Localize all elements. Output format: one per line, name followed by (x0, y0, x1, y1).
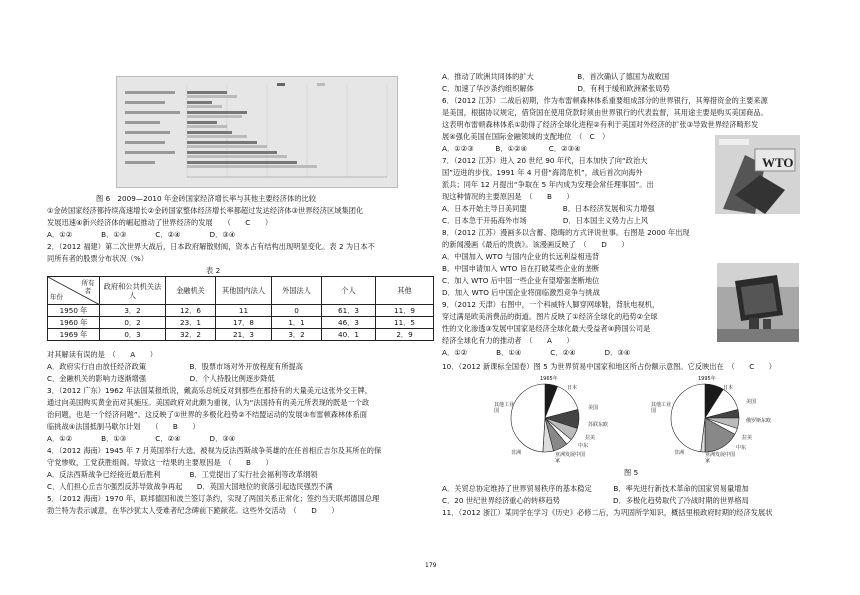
question-1-options-text-2: 发展迅速④新兴经济体的崛起推动了世界经济的发展 （ C ） (47, 218, 273, 227)
wto-cartoon-graphic (715, 135, 800, 214)
question-9-stem-3: 性的文化渗透③发展中国家是经济全球化最大受益者④跨国公司是 (442, 324, 651, 333)
question-5-options-ab: A．推动了欧洲共同体的扩大 B．首次确认了德国为战败国 (442, 72, 670, 81)
question-7-prompt: 现这种情况的主要原因是 （ B ） (442, 192, 574, 201)
pie-1995-label-asia: 亚洲发展中国家 (705, 452, 736, 464)
question-10-options-cd: C．20 世纪世界经济重心的转移趋势 D．多极化趋势取代了冷战时期的世界格局 (442, 496, 749, 505)
question-2-stem: 2．（2012 福建）第二次世界大战后，日本政府解散财阀，资本占有结构出现明显变化。表 2 为日本不 (47, 242, 375, 251)
pie-1965-label-asia: 亚洲发展中国家 (555, 452, 586, 464)
question-1-choices: A．①② B．①③ C．②④ D．③④ (47, 230, 236, 239)
table-corner-cell (48, 277, 100, 305)
question-9-stem: 9．（2012 天津）右图中，一个科威特人脚穿网球鞋，背驮电视机， (442, 300, 660, 309)
pie-1965-label-ussr: 苏联东欧 (588, 422, 609, 428)
question-6-stem-3: 这表明布雷顿森林体系①助得了经济全球化进程②有利于美国对外经济的扩张③导致世界经济畸形发 (442, 120, 759, 129)
table-cell: 40．1 (322, 329, 376, 341)
question-6-stem: 6．（2012 江苏）二战后初期，作为布雷顿森林体系重要组成部分的世界银行，其筹措资金的主要来源 (442, 96, 768, 105)
table-cell: 21．3 (216, 329, 272, 341)
question-7-stem: 7．（2012 江苏）进入 20 世纪 90 年代，日本加快了向“政治大 (442, 156, 648, 165)
figure-6-caption: 图 6 2009—2010 年金砖国家经济增长率与其他主要经济体的比较 (96, 194, 316, 203)
question-7-options-ab: A．日本开始主导日美同盟 B．日本经济发展和实力增强 (442, 204, 655, 213)
pie-1965-slice-7 (511, 384, 545, 452)
question-9-stem-2: 穿过满是欧美消费品的街道。图片反映了①经济全球化的趋势②全球 (442, 312, 658, 321)
pie-1965-year-label: 1965年 (540, 376, 558, 382)
pie-1965-label-africa: 非洲 (511, 450, 522, 456)
question-8-option-a: A．中国加入 WTO 与国内企业的长远利益相违背 (442, 252, 600, 261)
corner-owner-label: 所有者 (81, 279, 95, 295)
stock-distribution-table (47, 276, 434, 341)
table-row (48, 305, 434, 317)
table-header-cell: 个人 (322, 277, 376, 305)
question-6-choices: A．①②③ B．①②④ C．②③④ (442, 144, 581, 153)
table-cell: 12．6 (166, 305, 216, 317)
question-2-stem-2: 同所有者的股票分布状况（%） (47, 254, 148, 263)
question-8-stem-2: 的新闻漫画《最后的贵族》。该漫画反映了 （ D ） (442, 240, 629, 249)
question-2-options-cd: C．金融机关的影响力逐渐增强 D．个人持股比例逐步降低 (47, 374, 275, 383)
question-8-option-b: B．中国申请加入 WTO 旨在打破某些企业的垄断 (442, 264, 600, 273)
question-3-choices: A．①② B．①③ C．②④ D．③④ (47, 434, 236, 443)
question-5-stem-2: 勃兰特为表示诚意，在华沙犹太人受难者纪念碑前下跪献花。这些外交活动 （ D ） (47, 506, 339, 515)
tv-photo-graphic (717, 263, 799, 342)
pie-charts-svg (440, 370, 860, 470)
question-8-option-d: D．加入 WTO 后中国企业将面临激烈竞争与挑战 (442, 288, 600, 297)
question-2-options-ab: A．政府实行自由放任经济政策 B．股票市场对外开放程度有所提高 (47, 362, 304, 371)
question-8-stem: 8．（2012 江苏）漫画多以含蓄、隐晦的方式评说世事。右图是 2000 年出现 (442, 228, 690, 237)
table-cell: 3．2 (100, 305, 166, 317)
table-row (48, 317, 434, 329)
table-cell: 61．3 (322, 305, 376, 317)
question-9-prompt: 经济全球化有力的推动者 （ A ） (442, 336, 574, 345)
corner-year-label: 年份 (50, 293, 63, 301)
question-4-options-ab: A．反法西斯战争已经接近最后胜利 B．工党提出了实行社会福利等改革纲领 (47, 470, 318, 479)
pie-1995-label-other: 其他工业国 (651, 402, 672, 414)
table-cell: 17．8 (216, 317, 272, 329)
table-cell: 3．2 (272, 329, 322, 341)
question-4-options-cd: C．人们担心丘吉尔强烈反苏导致战争再起 D．英国大国地位的衰落引起选民强烈不满 (47, 482, 333, 491)
pie-1995-label-usa: 美国 (746, 399, 757, 405)
question-7-stem-3: 派兵；同年 12 月提出“争取在 5 年内成为安理会常任理事国”。出 (442, 180, 654, 189)
question-2-prompt: 对其解读有误的是 （ A ） (47, 350, 157, 359)
pie-1965-label-latam: 拉美 (585, 435, 596, 441)
pie-1995-year-label: 1995年 (698, 376, 716, 382)
page-number: 179 (425, 562, 437, 569)
question-7-stem-2: 国”迈进的步伐。1991 年 4 月借“海湾危机”，战后首次向海外 (442, 168, 643, 177)
question-3-stem-3: 治问题，也是一个经济问题”。这反映了①世界的多极化趋势②不结盟运动的发展③布雷顿森林体系面 (47, 410, 367, 419)
table-header-row (48, 277, 434, 305)
question-9-choices: A．①② B．①④ C．②④ D．③④ (442, 348, 631, 357)
question-1-options-text: ①金砖国家经济都持续高速增长②金砖国家整体经济增长率都超过发达经济体③世界经济区域集团化 (47, 206, 364, 215)
table-cell: 11 (216, 305, 272, 317)
figure-5-caption: 图 5 (624, 468, 639, 477)
pie-1965-label-other: 其他工业国 (494, 402, 515, 414)
pie-1965 (511, 384, 579, 452)
table-2-caption: 表 2 (206, 266, 221, 275)
table-cell: 1969 年 (48, 329, 100, 341)
question-5-stem: 5．（2012 海南）1970 年，联邦德国和波兰签订条约，实现了两国关系正常化；签约当天联邦德国总理 (47, 494, 380, 503)
table-header-cell: 政府和公共机关法人 (100, 277, 166, 305)
pie-1995-label-africa: 非洲 (674, 450, 685, 456)
question-10-stem: 10．（2012 新课标全国卷）图 5 为世界贸易中国家和地区所占份额示意图。它反映出在 （ C ） (442, 362, 776, 371)
question-7-options-cd: C．日本急于开拓海外市场 D．日本国主义势力占上风 (442, 216, 649, 225)
table-cell: 1960 年 (48, 317, 100, 329)
pie-1995-slice-7 (671, 384, 705, 452)
wto-caption-text: WTO (762, 155, 794, 170)
table-row (48, 329, 434, 341)
pie-1995-label-latam: 拉美 (742, 435, 753, 441)
table-cell: 0．2 (100, 317, 166, 329)
table-cell: 1．1 (272, 317, 322, 329)
pie-1995-label-japan: 日本 (723, 385, 734, 391)
table-header-cell: 金融机关 (166, 277, 216, 305)
table-header-cell: 外国法人 (272, 277, 322, 305)
table-cell: 1950 年 (48, 305, 100, 317)
table-cell: 11．9 (376, 305, 434, 317)
question-3-stem-4: 临挑战④法国抵制马歇尔计划 （ B ） (47, 422, 200, 431)
question-11-stem: 11．（2012 浙江）某同学在学习《历史》必修二后，为巩固所学知识，概括里根政府时期的经济发展状 (442, 508, 773, 517)
table-cell: 11．5 (376, 317, 434, 329)
pie-1995-label-russia: 俄罗斯东欧 (746, 418, 772, 424)
table-cell: 23．1 (166, 317, 216, 329)
table-cell: 0．3 (100, 329, 166, 341)
pie-1965-label-japan: 日本 (567, 385, 578, 391)
growth-rate-bar-chart-image (116, 76, 398, 188)
question-10-options-ab: A．关贸总协定维持了世界贸易秩序的基本稳定 B．率先进行新技术革命的国家贸易量增加 (442, 484, 749, 493)
kuwaiti-tv-photo (717, 263, 799, 342)
pie-1965-label-mideast: 中东 (578, 443, 589, 449)
question-8-option-c: C．加入 WTO 后中国一些企业有望增强垄断地位 (442, 276, 600, 285)
table-header-cell: 其他 (376, 277, 434, 305)
table-cell: 0 (272, 305, 322, 317)
bar-chart-graphic (117, 77, 398, 188)
table-header-cell: 其他国内法人 (216, 277, 272, 305)
question-5-options-cd: C．加速了华沙条约组织解体 D．有利于缓和欧洲紧张局势 (442, 84, 670, 93)
pie-1995 (671, 384, 739, 452)
table-cell: 2．9 (376, 329, 434, 341)
table-cell: 46．3 (322, 317, 376, 329)
question-3-stem-2: 通过向美国购买黄金而对其施压。美国政府对此颇为重视，认为“法国持有的美元所表现的既是一个政 (47, 398, 370, 407)
question-4-stem-2: 守党惨败，工党获胜组阁。导致这一结果的主要原因是 （ B ） (47, 458, 273, 467)
table-cell: 32．2 (166, 329, 216, 341)
pie-1965-label-usa: 美国 (588, 405, 599, 411)
question-4-stem: 4．（2012 海南）1945 年 7 月英国举行大选，被视为反法西斯战争英雄的在任首相丘吉尔及其所在的保 (47, 446, 382, 455)
question-6-stem-4: 展④强化美国在国际金融领域的支配地位 （ C ） (442, 132, 610, 141)
pie-1995-label-mideast: 中东 (736, 445, 747, 451)
question-3-stem: 3．（2012 广东）1962 年法国某报纸说，戴高乐总统反对到那些在那持有的大量美元这张外交王牌， (47, 386, 372, 395)
question-6-stem-2: 是美国，根据协议规定，借贷国在使用贷款时须由世界银行的代表监督，其用途主要是购买美国商品。 (442, 108, 768, 117)
wto-cartoon-image (715, 135, 800, 214)
